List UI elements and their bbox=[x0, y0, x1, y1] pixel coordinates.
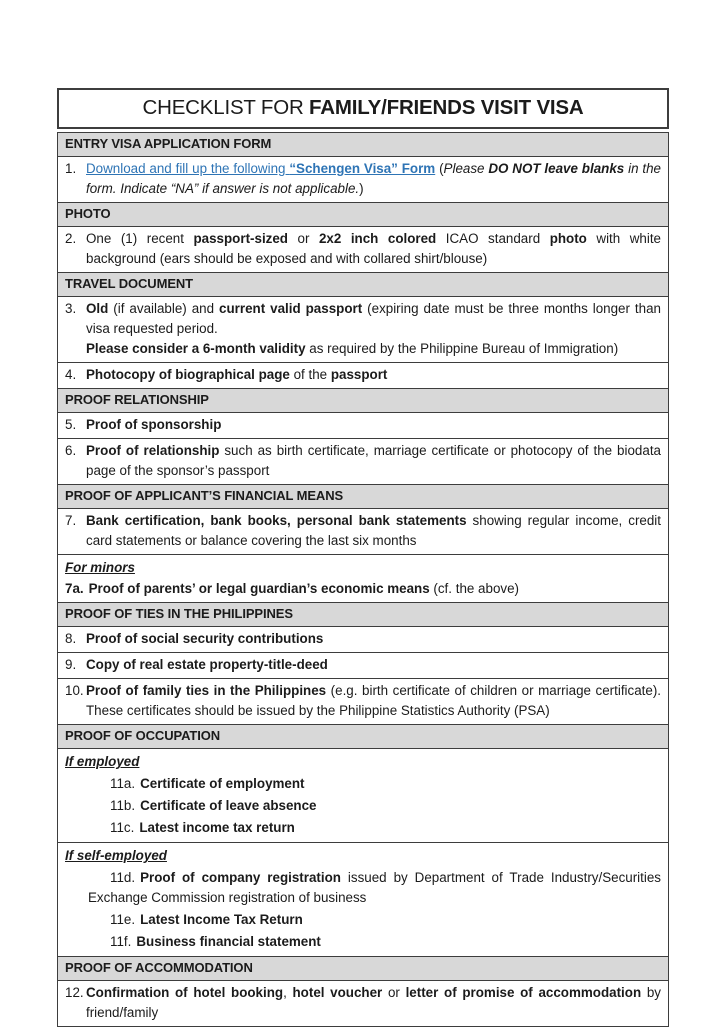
text-run: (e.g. birth certificate of children or marriage certificate). These certificates should be issued by the Philippine Statistics Authority (PSA) bbox=[86, 683, 661, 718]
text-run: Confirmation of hotel booking bbox=[86, 985, 284, 1000]
section-header-label: PROOF OF ACCOMMODATION bbox=[65, 960, 253, 975]
text-run: Please bbox=[443, 161, 489, 176]
document-title bbox=[57, 88, 669, 129]
checklist-subitem-11d bbox=[65, 867, 661, 909]
checklist-subitem-11a bbox=[65, 773, 661, 795]
item-body bbox=[65, 511, 661, 551]
schengen-visa-form-link[interactable]: Download and fill up the following bbox=[86, 161, 290, 176]
text-run: One (1) recent bbox=[86, 231, 194, 246]
text-run: Certificate of employment bbox=[140, 776, 305, 791]
text-run: by friend/family bbox=[86, 985, 661, 1020]
text-run: Proof of relationship bbox=[86, 443, 220, 458]
checklist-item-2 bbox=[58, 227, 668, 273]
text-run: showing regular income, credit card statements or balance covering the last six months bbox=[86, 513, 661, 548]
checklist-item-12 bbox=[58, 981, 668, 1026]
text-run: Latest income tax return bbox=[139, 820, 295, 835]
subsection-if-employed bbox=[58, 749, 668, 843]
subsection-if-self-employed bbox=[58, 843, 668, 957]
text-run: (cf. the above) bbox=[429, 581, 520, 596]
item-number: 7. bbox=[65, 513, 77, 528]
text-run: ( bbox=[435, 161, 444, 176]
checklist-item-4 bbox=[58, 363, 668, 389]
text-run: Business financial statement bbox=[136, 934, 321, 949]
item-number: 11a. bbox=[110, 776, 136, 791]
text-run: Proof of sponsorship bbox=[86, 417, 222, 432]
text-run: Proof of family ties in the Philippines bbox=[86, 683, 327, 698]
checklist-item-10 bbox=[58, 679, 668, 725]
section-header-proof-of-accommodation bbox=[58, 957, 668, 981]
item-number: 12. bbox=[65, 985, 84, 1000]
text-run: Proof of parents’ or legal guardian’s economic means bbox=[88, 581, 430, 596]
title-prefix: CHECKLIST FOR bbox=[142, 96, 310, 119]
text-run: with white background (ears should be exposed and with collared shirt/blouse) bbox=[86, 231, 662, 266]
visa-checklist-document bbox=[57, 88, 669, 1027]
item-body bbox=[65, 229, 661, 269]
text-run: ) bbox=[359, 181, 364, 196]
item-body bbox=[65, 299, 661, 359]
text-run: Copy of real estate property-title-deed bbox=[86, 657, 328, 672]
section-header-proof-of-applicant-s-financial-means bbox=[58, 485, 668, 509]
item-number: 3. bbox=[65, 301, 77, 316]
text-run: such as birth certificate, marriage certificate or photocopy of the biodata page of the sponsor’s passport bbox=[86, 443, 661, 478]
item-body bbox=[65, 365, 661, 385]
text-run: letter of promise of accommodation bbox=[405, 985, 642, 1000]
item-number: 9. bbox=[65, 657, 77, 672]
section-header-label: PROOF OF OCCUPATION bbox=[65, 728, 221, 743]
item-number: 10. bbox=[65, 683, 84, 698]
text-run: passport bbox=[330, 367, 388, 382]
checklist-item-9 bbox=[58, 653, 668, 679]
text-run: hotel voucher bbox=[292, 985, 383, 1000]
text-run: ICAO standard bbox=[436, 231, 550, 246]
section-header-proof-relationship bbox=[58, 389, 668, 413]
item-body bbox=[65, 983, 661, 1023]
text-run: photo bbox=[549, 231, 587, 246]
item-body bbox=[65, 629, 661, 649]
text-run: (expiring date must be three months longer than visa requested period. bbox=[86, 301, 661, 336]
text-run: Bank certification, bank books, personal bank statements bbox=[86, 513, 467, 528]
item-number: 6. bbox=[65, 443, 77, 458]
item-body bbox=[65, 441, 661, 481]
subsection-for-minors bbox=[58, 555, 668, 603]
item-body bbox=[65, 159, 661, 199]
item-number: 11c. bbox=[110, 820, 135, 835]
checklist-subitem-11c bbox=[65, 817, 661, 839]
text-run: as required by the Philippine Bureau of Immigration) bbox=[305, 341, 619, 356]
item-number: 11b. bbox=[110, 798, 136, 813]
text-run: issued by Department of Trade Industry/Securities Exchange Commission registration of business bbox=[88, 870, 661, 905]
checklist-item-7 bbox=[58, 509, 668, 555]
checklist-item-5 bbox=[58, 413, 668, 439]
text-run: or bbox=[287, 231, 319, 246]
subsection-label: If employed bbox=[65, 754, 140, 769]
text-run: Proof of social security contributions bbox=[86, 631, 324, 646]
item-body bbox=[65, 415, 661, 435]
section-header-label: ENTRY VISA APPLICATION FORM bbox=[65, 136, 272, 151]
text-run: Certificate of leave absence bbox=[140, 798, 317, 813]
text-run: (if available) and bbox=[108, 301, 220, 316]
text-run: Photocopy of biographical page bbox=[86, 367, 290, 382]
section-header-label: PROOF OF TIES IN THE PHILIPPINES bbox=[65, 606, 293, 621]
section-header-label: PROOF OF APPLICANT’S FINANCIAL MEANS bbox=[65, 488, 344, 503]
title-emphasis: FAMILY/FRIENDS VISIT VISA bbox=[309, 96, 584, 119]
checklist-subitem-7a bbox=[65, 579, 661, 599]
item-number: 11d. bbox=[110, 870, 136, 885]
item-number: 11f. bbox=[110, 934, 132, 949]
checklist-item-3 bbox=[58, 297, 668, 363]
text-run: Please consider a 6-month validity bbox=[86, 341, 306, 356]
text-run: Latest Income Tax Return bbox=[140, 912, 303, 927]
text-run: passport-sized bbox=[193, 231, 288, 246]
item-number: 8. bbox=[65, 631, 77, 646]
section-header-entry-visa-application-form bbox=[58, 133, 668, 157]
checklist-subitem-11f bbox=[65, 931, 661, 953]
item-number: 2. bbox=[65, 231, 77, 246]
checklist-item-6 bbox=[58, 439, 668, 485]
section-header-proof-of-occupation bbox=[58, 725, 668, 749]
subsection-label: If self-employed bbox=[65, 848, 167, 863]
checklist-item-8 bbox=[58, 627, 668, 653]
item-number: 7a. bbox=[65, 581, 84, 596]
checklist-table bbox=[57, 132, 669, 1027]
section-header-label: PROOF RELATIONSHIP bbox=[65, 392, 209, 407]
section-header-photo bbox=[58, 203, 668, 227]
checklist-subitem-11e bbox=[65, 909, 661, 931]
text-run: or bbox=[382, 985, 406, 1000]
text-run: of the bbox=[289, 367, 331, 382]
text-run: Proof of company registration bbox=[140, 870, 341, 885]
item-body bbox=[65, 681, 661, 721]
text-run: in the form. Indicate “NA” if answer is not applicable. bbox=[86, 161, 661, 196]
subsection-label: For minors bbox=[65, 560, 135, 575]
text-run: DO NOT leave blanks bbox=[488, 161, 625, 176]
schengen-visa-form-link[interactable]: “Schengen Visa” Form bbox=[289, 161, 436, 176]
text-run: 2x2 inch colored bbox=[318, 231, 437, 246]
text-run: Old bbox=[86, 301, 109, 316]
item-number: 5. bbox=[65, 417, 77, 432]
item-number: 1. bbox=[65, 161, 77, 176]
section-header-travel-document bbox=[58, 273, 668, 297]
section-header-label: TRAVEL DOCUMENT bbox=[65, 276, 194, 291]
text-run: , bbox=[283, 985, 293, 1000]
item-body bbox=[65, 655, 661, 675]
section-header-proof-of-ties-in-the-philippines bbox=[58, 603, 668, 627]
text-run: current valid passport bbox=[219, 301, 363, 316]
section-header-label: PHOTO bbox=[65, 206, 111, 221]
item-number: 11e. bbox=[110, 912, 136, 927]
checklist-subitem-11b bbox=[65, 795, 661, 817]
checklist-item-1 bbox=[58, 157, 668, 203]
item-number: 4. bbox=[65, 367, 77, 382]
